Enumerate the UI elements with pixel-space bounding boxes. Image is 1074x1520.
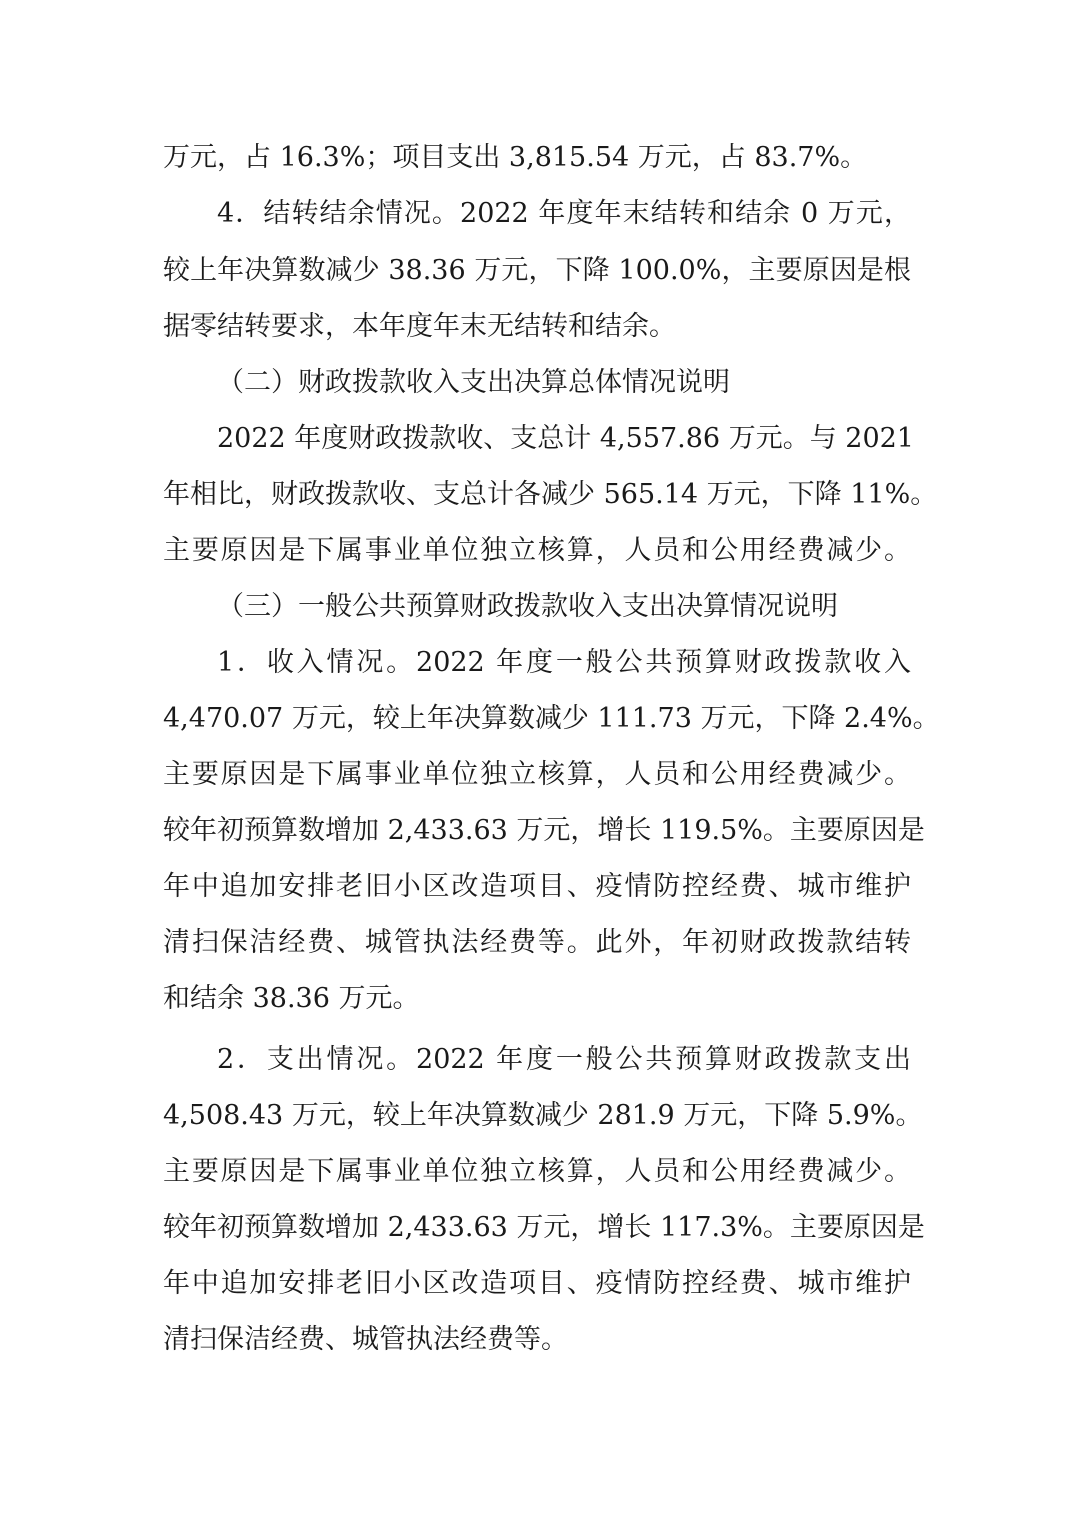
text-line — [0, 194, 1074, 234]
text-line — [0, 811, 1074, 851]
text-line-content: 和结余 38.36 万元。 — [163, 983, 420, 1014]
text-line-content: 主要原因是下属事业单位独立核算，人员和公用经费减少。 — [163, 759, 911, 790]
section-heading — [0, 587, 1074, 627]
text-line-content: 主要原因是下属事业单位独立核算，人员和公用经费减少。 — [163, 1156, 911, 1187]
text-line-content: 年相比，财政拨款收、支总计各减少 565.14 万元，下降 11%。 — [163, 479, 938, 510]
text-line — [0, 531, 1074, 571]
text-line-content: 清扫保洁经费、城管执法经费等。此外，年初财政拨款结转 — [163, 927, 911, 958]
text-line-content: 较年初预算数增加 2,433.63 万元，增长 117.3%。主要原因是 — [163, 1212, 925, 1243]
text-line — [0, 1264, 1074, 1304]
text-line — [0, 867, 1074, 907]
section-heading-text: （二）财政拨款收入支出决算总体情况说明 — [217, 367, 730, 398]
text-line-content: 4,508.43 万元，较上年决算数减少 281.9 万元，下降 5.9%。 — [163, 1100, 923, 1131]
text-line-content: 4,470.07 万元，较上年决算数减少 111.73 万元，下降 2.4%。 — [163, 703, 940, 734]
text-line — [0, 138, 1074, 178]
section-heading-text: （三）一般公共预算财政拨款收入支出决算情况说明 — [217, 591, 838, 622]
text-line — [0, 923, 1074, 963]
text-line-content: 1．收入情况。2022 年度一般公共预算财政拨款收入 — [217, 647, 911, 678]
text-line — [0, 475, 1074, 515]
text-line-content: 年中追加安排老旧小区改造项目、疫情防控经费、城市维护 — [163, 1268, 911, 1299]
text-line — [0, 699, 1074, 739]
text-line — [0, 251, 1074, 291]
text-line-content: 万元，占 16.3%；项目支出 3,815.54 万元，占 83.7%。 — [163, 142, 868, 173]
text-line — [0, 1096, 1074, 1136]
text-line — [0, 643, 1074, 683]
text-line-content: 较上年决算数减少 38.36 万元，下降 100.0%，主要原因是根 — [163, 255, 911, 286]
text-line-content: 较年初预算数增加 2,433.63 万元，增长 119.5%。主要原因是 — [163, 815, 925, 846]
text-line — [0, 307, 1074, 347]
text-line-content: 据零结转要求，本年度年末无结转和结余。 — [163, 311, 676, 342]
text-line — [0, 755, 1074, 795]
text-line-content: 清扫保洁经费、城管执法经费等。 — [163, 1324, 568, 1355]
text-line-content: 4．结转结余情况。2022 年度年末结转和结余 0 万元， — [217, 198, 911, 229]
text-line-content: 2．支出情况。2022 年度一般公共预算财政拨款支出 — [217, 1044, 911, 1075]
text-line — [0, 979, 1074, 1019]
text-line — [0, 1208, 1074, 1248]
text-line-content: 主要原因是下属事业单位独立核算，人员和公用经费减少。 — [163, 535, 911, 566]
section-heading — [0, 363, 1074, 403]
text-line — [0, 1152, 1074, 1192]
text-line — [0, 1320, 1074, 1360]
text-line-content: 2022 年度财政拨款收、支总计 4,557.86 万元。与 2021 — [217, 423, 914, 454]
text-line — [0, 1040, 1074, 1080]
text-line-content: 年中追加安排老旧小区改造项目、疫情防控经费、城市维护 — [163, 871, 911, 902]
text-line — [0, 419, 1074, 459]
